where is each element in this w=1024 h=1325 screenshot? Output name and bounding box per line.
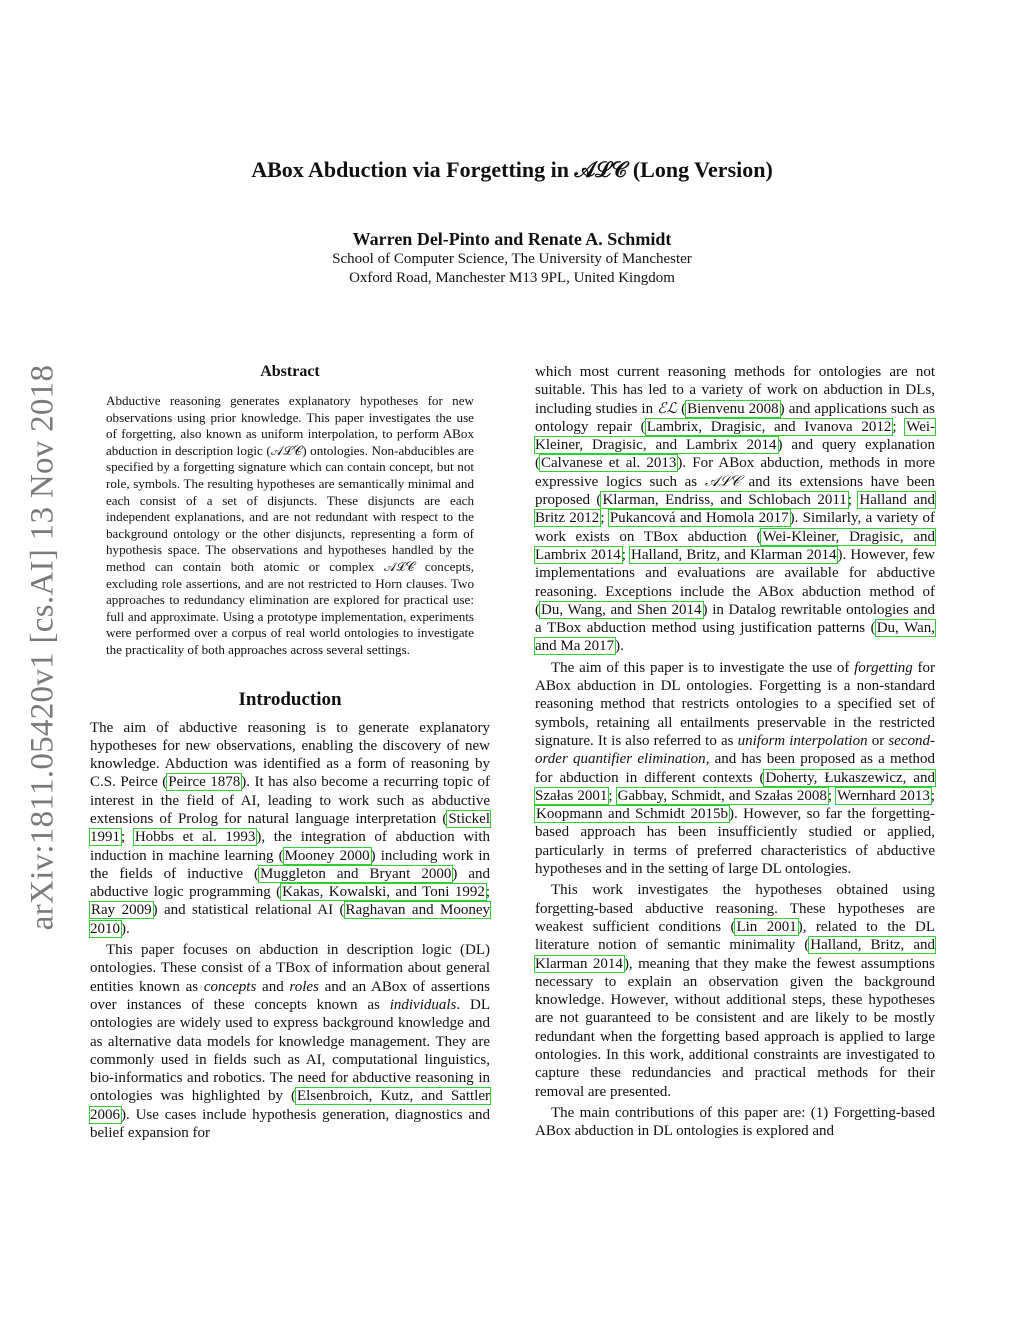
citation-link[interactable]: Lambrix, Dragisic, and Ivanova 2012 [646,418,892,435]
citation-link[interactable]: Elsenbroich, Kutz, and Sattler 2006 [90,1088,490,1123]
citation-link[interactable]: Hobbs et al. 1993 [134,829,256,846]
body-paragraph-1: which most current reasoning methods for ontologies are not suitable. This has led to a variety of work on abduction in DLs, including studies in ℰℒ (Bienvenu 2008) and applications such as ontology repair (Lambrix, Dragisic, and Ivanova 2012; Wei-Kleiner, Dragisic, and Lambrix 2014) and query explanation (Calvanese et al. 2013). For ABox abduction, methods in more expressive logics such as 𝒜ℒ𝒞 and its extensions have been proposed (Klarman, Endriss, and Schlobach 2011; Halland and Britz 2012; Pukancová and Homola 2017). Similarly, a variety of work exists on TBox abduction (Wei-Kleiner, Dragisic, and Lambrix 2014; Halland, Britz, and Klarman 2014). However, few implementations and evaluations are available for abductive reasoning. Exceptions include the ABox abduction method of (Du, Wang, and Shen 2014) in Datalog rewritable ontologies and a TBox abduction method using justification patterns (Du, Wan, and Ma 2017). [535,364,936,655]
paper-authors: Warren Del-Pinto and Renate A. Schmidt [352,229,672,249]
body-paragraph-3: This work investigates the hypotheses obtained using forgetting-based abductive reasoning. These hypotheses are weakest sufficient conditions (Lin 2001), related to the DL literature notion of semantic minimality (Halland, Britz, and Klarman 2014), meaning that they make the fewest assumptions necessary to explain an observation given the background knowledge. However, without additional steps, these hypotheses are not guaranteed to be consistent and are likely to be mostly redundant when the forgetting based approach is applied to large ontologies. In this work, additional constraints are investigated to capture these redundancies and practical methods for their removal are presented. [535,882,935,1100]
citation-link[interactable]: Mooney 2000 [284,847,370,864]
affiliation-line-1: School of Computer Science, The University of Manchester [332,251,692,267]
abstract-heading: Abstract [260,363,320,380]
arxiv-stamp-text: arXiv:1811.05420v1 [cs.AI] 13 Nov 2018 [24,364,61,930]
citation-link[interactable]: Halland, Britz, and Klarman 2014 [631,546,837,563]
citation-link[interactable]: Calvanese et al. 2013 [541,455,677,472]
citation-link[interactable]: Halland and Britz 2012 [535,492,936,527]
right-column [535,363,935,1140]
affiliation-line-2: Oxford Road, Manchester M13 9PL, United Kingdom [349,270,675,286]
introduction-heading: Introduction [238,688,342,710]
citation-link[interactable]: Doherty, Łukaszewicz, and Szałas 2001 [535,769,936,804]
citation-link[interactable]: Gabbay, Schmidt, and Szałas 2008 [617,787,827,804]
abstract-text: Abductive reasoning generates explanatory hypotheses for new observations using prior knowledge. This paper investigates the use of forgetting, also known as uniform interpolation, to perform ABox abduction in description logic (𝒜ℒ𝒞) ontologies. Non-abducibles are specified by a forgetting signature which can contain concept, but not role, symbols. The resulting hypotheses are semantically minimal and each consist of a set of disjuncts. These disjuncts are each independent explanations, and are not redundant with respect to the background ontology or the other disjuncts, representing a form of hypothesis space. The observations and hypotheses handled by the method can contain both atomic or complex 𝒜ℒ𝒞 concepts, excluding role assertions, and are not restricted to Horn clauses. Two approaches to redundancy elimination are explored for practical use: full and approximate. Using a prototype implementation, experiments were performed over a corpus of real world ontologies to investigate the practicality of both approaches across several settings. [106,393,474,657]
citation-link[interactable]: Raghavan and Mooney 2010 [90,902,490,937]
citation-link[interactable]: Pukancová and Homola 2017 [609,510,789,527]
citation-link[interactable]: Lin 2001 [736,918,797,935]
citation-link[interactable]: Klarman, Endriss, and Schlobach 2011 [602,492,847,509]
left-column [90,363,490,1142]
citation-link[interactable]: Wei-Kleiner, Dragisic, and Lambrix 2014 [535,418,936,454]
citation-link[interactable]: Koopmann and Schmidt 2015b [536,806,728,823]
citation-link[interactable]: Ray 2009 [91,902,152,919]
citation-link[interactable]: Halland, Britz, and Klarman 2014 [535,937,935,972]
intro-paragraph-2: This paper focuses on abduction in description logic (DL) ontologies. These consist of a TBox of information about general entities known as concepts and roles and an ABox of assertions over instances of these concepts known as individuals. DL ontologies are widely used to express background knowledge and as alternative data models for knowledge management. They are commonly used in fields such as AI, computational linguistics, bio-informatics and robotics. The need for abductive reasoning in ontologies was highlighted by (Elsenbroich, Kutz, and Sattler 2006). Use cases include hypothesis generation, diagnostics and belief expansion for [90,942,490,1142]
citation-link[interactable]: Du, Wan, and Ma 2017 [535,620,935,655]
intro-paragraph-1: The aim of abductive reasoning is to generate explanatory hypotheses for new observations, enabling the discovery of new knowledge. Abduction was identified as a form of reasoning by C.S. Peirce (Peirce 1878). It has also become a recurring topic of interest in the field of AI, leading to work such as abductive extensions of Prolog for natural language interpretation (Stickel 1991; Hobbs et al. 1993), the integration of abduction with induction in machine learning (Mooney 2000) including work in the fields of inductive (Muggleton and Bryant 2000) and abductive logic programming (Kakas, Kowalski, and Toni 1992; Ray 2009) and statistical relational AI (Raghavan and Mooney 2010). [90,719,491,937]
citation-link[interactable]: Bienvenu 2008 [687,400,779,417]
citation-link[interactable]: Du, Wang, and Shen 2014 [541,601,702,618]
body-paragraph-2: The aim of this paper is to investigate the use of forgetting for ABox abduction in DL ontologies. Forgetting is a non-standard reasoning method that restricts ontologies to a specified set of symbols, retaining all entailments preservable in the restricted signature. It is also referred to as uniform interpolation or second-order quantifier elimination, and has been proposed as a method for abduction in different contexts (Doherty, Łukaszewicz, and Szałas 2001; Gabbay, Schmidt, and Szałas 2008; Wernhard 2013; Koopmann and Schmidt 2015b). However, so far the forgetting-based approach has been insufficiently studied or applied, particularly in terms of preferred characteristics of abductive hypotheses and in the setting of large DL ontologies. [535,659,936,878]
arxiv-stamp [18,352,68,942]
citation-link[interactable]: Stickel 1991 [90,810,490,846]
paper-title: ABox Abduction via Forgetting in 𝒜ℒ𝒞 (Long Version) [251,157,773,182]
citation-link[interactable]: Wei-Kleiner, Dragisic, and Lambrix 2014 [535,528,935,563]
body-paragraph-4: The main contributions of this paper are: (1) Forgetting-based ABox abduction in DL ontologies is explored and [535,1104,935,1140]
citation-link[interactable]: Muggleton and Bryant 2000 [259,865,452,882]
citation-link[interactable]: Wernhard 2013 [837,787,930,804]
citation-link[interactable]: Peirce 1878 [168,774,241,791]
citation-link[interactable]: Kakas, Kowalski, and Toni 1992 [282,884,485,901]
